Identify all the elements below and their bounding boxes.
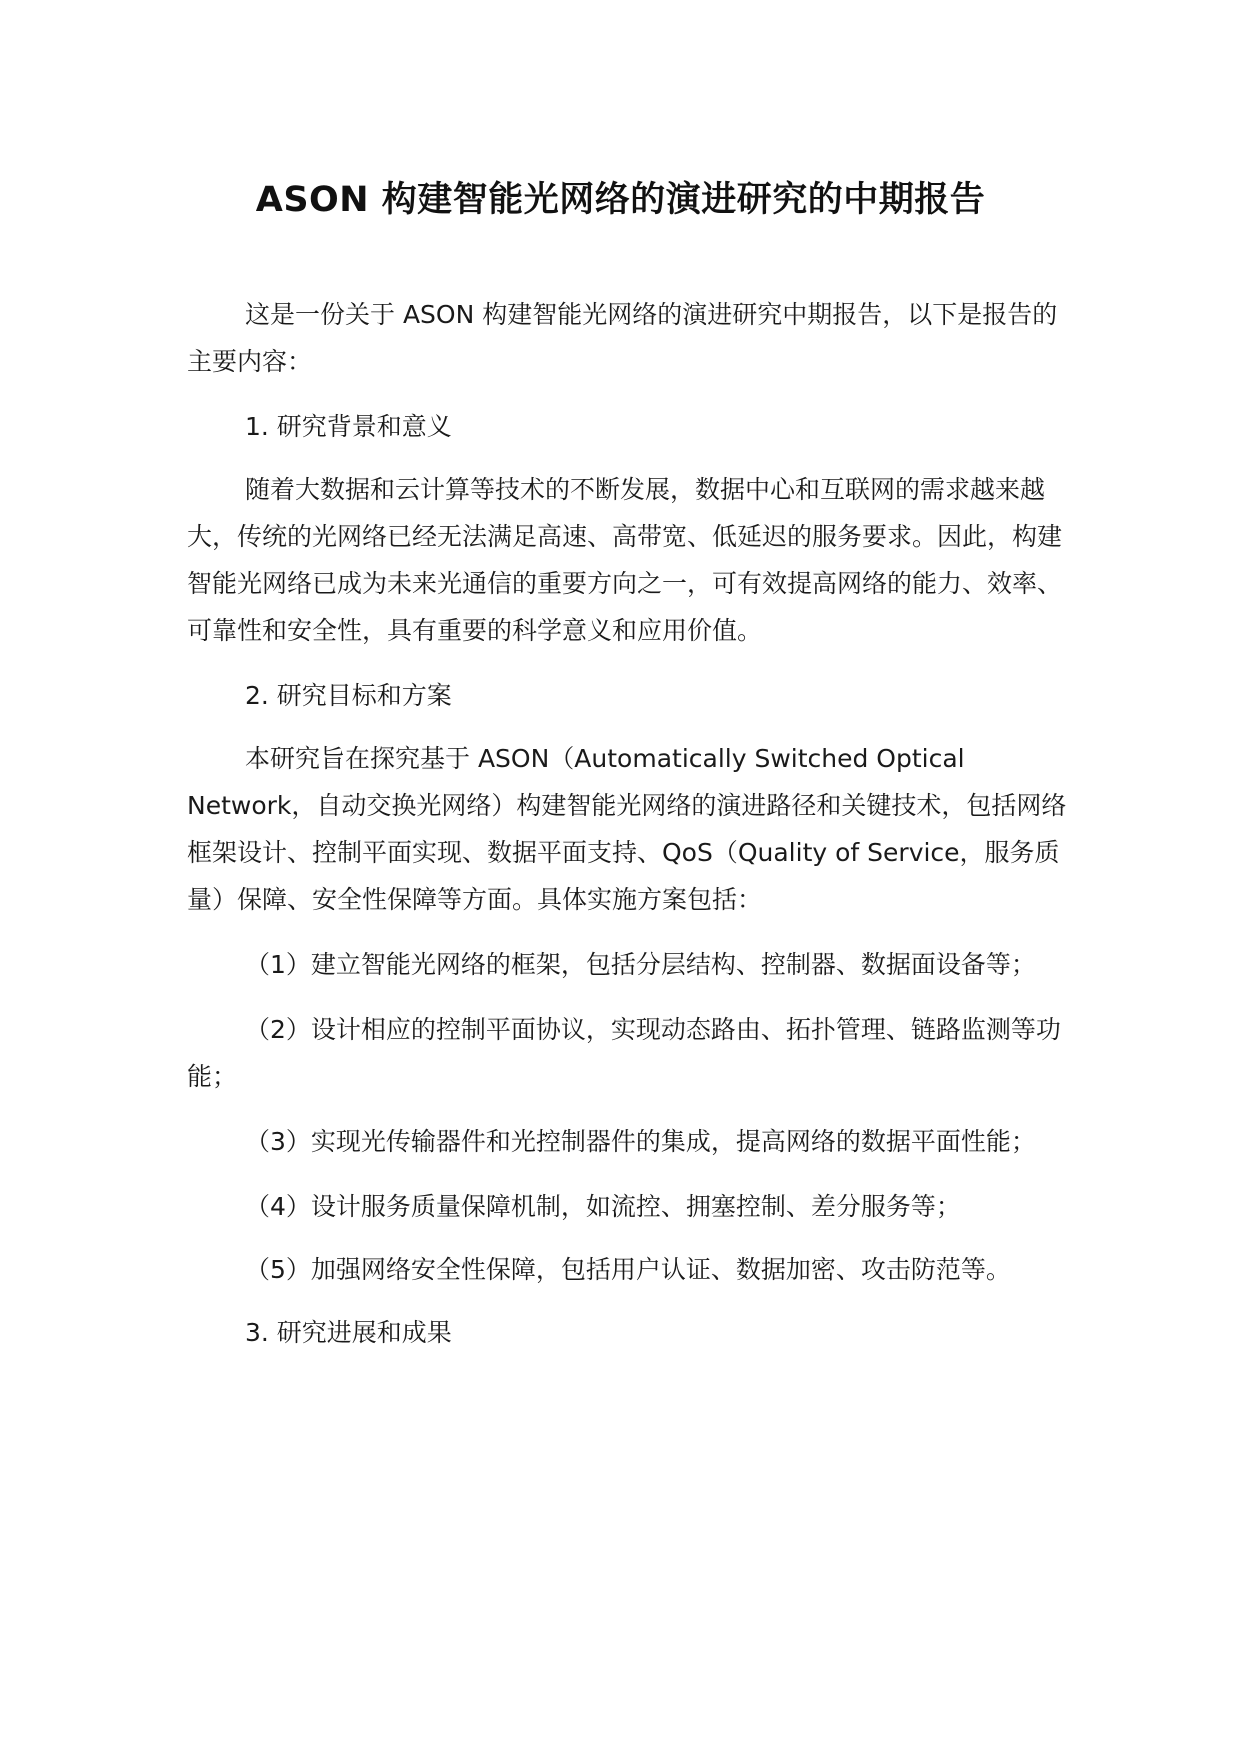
- section-heading-progress: 3. 研究进展和成果: [245, 1318, 452, 1347]
- section-heading-background: 1. 研究背景和意义: [245, 412, 452, 441]
- plan-item-2: （2）设计相应的控制平面协议，实现动态路由、拓扑管理、链路监测等功能；: [187, 1015, 1061, 1091]
- background-paragraph: 随着大数据和云计算等技术的不断发展，数据中心和互联网的需求越来越大，传统的光网络已经无法满足高速、高带宽、低延迟的服务要求。因此，构建智能光网络已成为未来光通信的重要方向之一，可有效提高网络的能力、效率、可靠性和安全性，具有重要的科学意义和应用价值。: [187, 475, 1063, 645]
- goals-paragraph: 本研究旨在探究基于 ASON（Automatically Switched Optical Network，自动交换光网络）构建智能光网络的演进路径和关键技术，包括网络框架设计、控制平面实现、数据平面支持、QoS（Quality of Service，服务质量）保障、安全性保障等方面。具体实施方案包括：: [187, 744, 1067, 914]
- document-body: [187, 291, 1067, 1372]
- document-title: ASON 构建智能光网络的演进研究的中期报告: [255, 180, 986, 220]
- plan-item-3: （3）实现光传输器件和光控制器件的集成，提高网络的数据平面性能；: [245, 1127, 1036, 1156]
- plan-item-4: （4）设计服务质量保障机制，如流控、拥塞控制、差分服务等；: [245, 1192, 961, 1221]
- plan-item-1: （1）建立智能光网络的框架，包括分层结构、控制器、数据面设备等；: [245, 950, 1036, 979]
- intro-paragraph: 这是一份关于 ASON 构建智能光网络的演进研究中期报告，以下是报告的主要内容：: [187, 300, 1058, 376]
- section-heading-goals: 2. 研究目标和方案: [245, 681, 452, 710]
- plan-item-5: （5）加强网络安全性保障，包括用户认证、数据加密、攻击防范等。: [245, 1255, 1011, 1284]
